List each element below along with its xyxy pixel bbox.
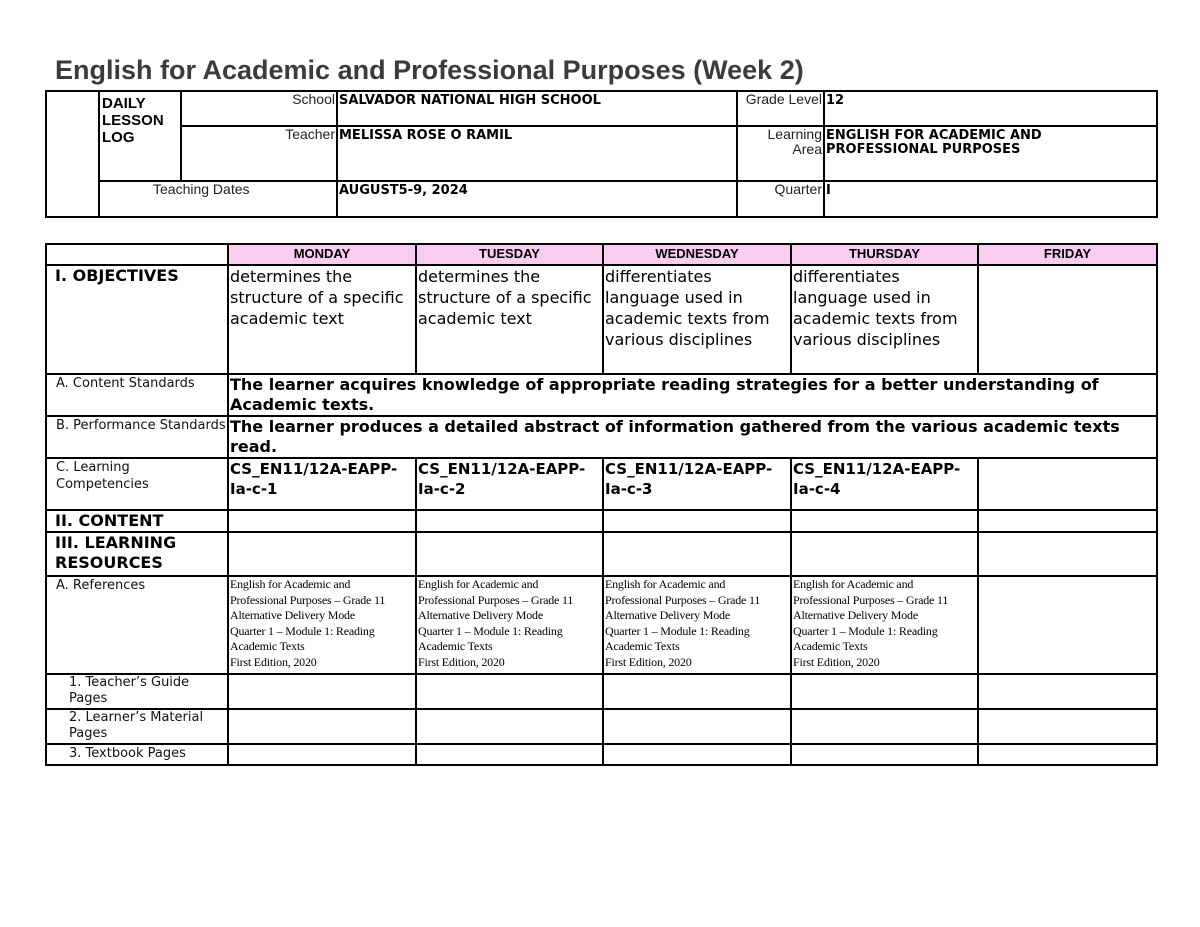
reference-cell [791,576,978,674]
reference-line: Academic Texts [418,639,493,653]
objective-cell: differentiates language used in academic texts from various disciplines [791,265,978,374]
empty-cell [978,709,1157,744]
day-header: THURSDAY [791,244,978,265]
reference-line: Quarter 1 – Module 1: Reading [793,623,938,638]
school-label: School [181,91,337,126]
objective-cell: determines the structure of a specific academic text [416,265,603,374]
teacher-label: Teacher [181,126,337,181]
day-header: FRIDAY [978,244,1157,265]
reference-line: Professional Purposes – Grade 11 [793,592,949,607]
day-header: TUESDAY [416,244,603,265]
reference-line: Academic Texts [793,639,868,653]
grade-level-value: 12 [824,91,1157,126]
objective-cell: determines the structure of a specific academic text [228,265,416,374]
empty-cell [228,744,416,765]
empty-cell [603,674,791,709]
reference-line: Academic Texts [605,639,680,653]
reference-line: Alternative Delivery Mode [418,608,543,622]
objective-cell [978,265,1157,374]
day-header: WEDNESDAY [603,244,791,265]
teachers-guide-label: 1. Teacher’s Guide Pages [46,674,228,709]
page-title: English for Academic and Professional Purposes (Week 2) [55,55,804,85]
quarter-value: I [824,181,1157,217]
reference-cell [416,576,603,674]
reference-line: First Edition, 2020 [230,654,317,669]
empty-cell [791,510,978,532]
reference-line: English for Academic and [605,577,726,591]
empty-cell [416,709,603,744]
content-label: II. CONTENT [46,510,228,532]
empty-cell [416,674,603,709]
empty-cell [603,510,791,532]
empty-cell [791,709,978,744]
quarter-label: Quarter [737,181,824,217]
reference-line: Academic Texts [230,639,305,653]
grade-level-label: Grade Level [737,91,824,126]
reference-line: Professional Purposes – Grade 11 [418,592,574,607]
teacher-value: MELISSA ROSE O RAMIL [337,126,737,181]
header-blank-cell [46,91,99,217]
empty-cell [791,674,978,709]
reference-line: Professional Purposes – Grade 11 [605,592,761,607]
empty-cell [228,674,416,709]
reference-line: First Edition, 2020 [605,654,692,669]
empty-cell [978,576,1157,674]
reference-line: Alternative Delivery Mode [230,608,355,622]
objective-cell: differentiates language used in academic texts from various disciplines [603,265,791,374]
reference-line: Quarter 1 – Module 1: Reading [418,623,563,638]
empty-cell [228,510,416,532]
school-value: SALVADOR NATIONAL HIGH SCHOOL [337,91,737,126]
reference-line: Quarter 1 – Module 1: Reading [605,623,750,638]
empty-cell [603,744,791,765]
performance-standards-text: The learner produces a detailed abstract of information gathered from the various academic texts read. [228,416,1157,458]
reference-line: Alternative Delivery Mode [793,608,918,622]
reference-cell [603,576,791,674]
learning-competencies-label: C. Learning Competencies [46,458,228,510]
learning-area-value: ENGLISH FOR ACADEMIC AND PROFESSIONAL PURPOSES [824,126,1157,181]
teaching-dates-value: AUGUST5-9, 2024 [337,181,737,217]
competency-cell: CS_EN11/12A-EAPP-Ia-c-1 [228,458,416,510]
learners-material-label: 2. Learner’s Material Pages [46,709,228,744]
reference-line: Professional Purposes – Grade 11 [230,592,386,607]
competency-cell: CS_EN11/12A-EAPP-Ia-c-2 [416,458,603,510]
empty-cell [603,709,791,744]
references-label: A. References [46,576,228,674]
reference-line: Alternative Delivery Mode [605,608,730,622]
textbook-pages-label: 3. Textbook Pages [46,744,228,765]
empty-cell [228,709,416,744]
reference-line: English for Academic and [418,577,539,591]
objectives-label: I. OBJECTIVES [46,265,228,374]
teaching-dates-label: Teaching Dates [99,181,337,217]
empty-cell [603,532,791,576]
competency-cell [978,458,1157,510]
empty-cell [978,532,1157,576]
empty-cell [228,532,416,576]
content-standards-label: A. Content Standards [46,374,228,416]
reference-cell [228,576,416,674]
reference-line: English for Academic and [230,577,351,591]
empty-cell [791,532,978,576]
reference-line: Quarter 1 – Module 1: Reading [230,623,375,638]
learning-area-label: Learning Area [737,126,824,181]
content-standards-text: The learner acquires knowledge of appropriate reading strategies for a better understanding of Academic texts. [228,374,1157,416]
days-header-blank [46,244,228,265]
empty-cell [416,532,603,576]
day-header: MONDAY [228,244,416,265]
empty-cell [978,674,1157,709]
lesson-table [45,243,1158,766]
empty-cell [791,744,978,765]
empty-cell [416,510,603,532]
performance-standards-label: B. Performance Standards [46,416,228,458]
empty-cell [978,510,1157,532]
reference-line: English for Academic and [793,577,914,591]
header-table [45,90,1158,218]
competency-cell: CS_EN11/12A-EAPP-Ia-c-4 [791,458,978,510]
daily-lesson-log-label: DAILY LESSON LOG [99,91,181,181]
empty-cell [416,744,603,765]
reference-line: First Edition, 2020 [793,654,880,669]
learning-resources-label: III. LEARNING RESOURCES [46,532,228,576]
reference-line: First Edition, 2020 [418,654,505,669]
competency-cell: CS_EN11/12A-EAPP-Ia-c-3 [603,458,791,510]
empty-cell [978,744,1157,765]
